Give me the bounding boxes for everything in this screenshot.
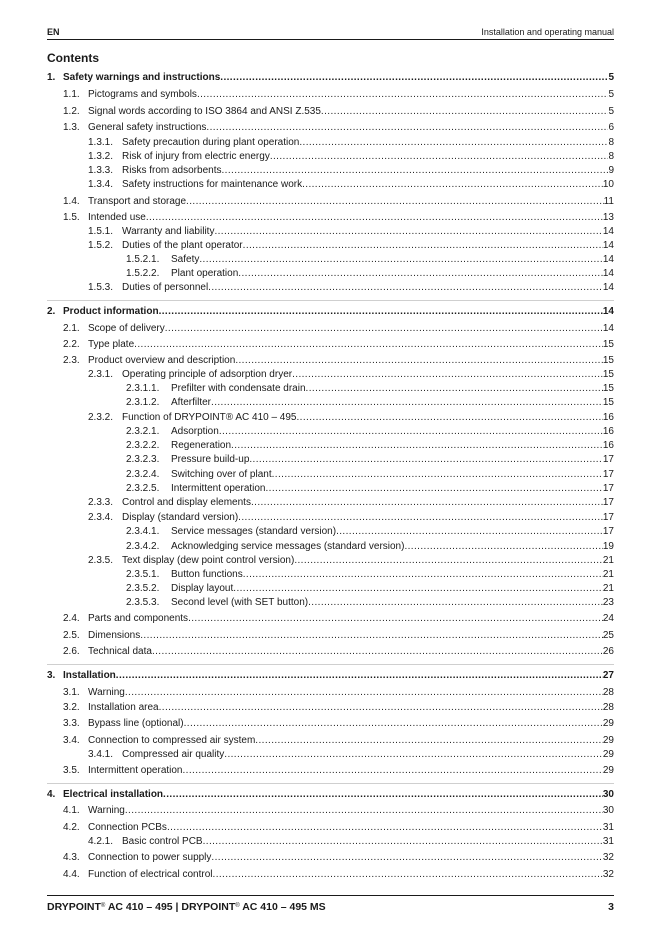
dot-leader (231, 439, 603, 453)
toc-entry-title: Plant operation (171, 268, 239, 279)
toc-entry-page: 17 (602, 512, 614, 523)
dot-leader (146, 211, 603, 225)
toc-entry-page: 23 (602, 597, 614, 608)
toc-entry[interactable] (63, 195, 614, 209)
toc-entry-title: Control and display elements (122, 497, 251, 508)
toc-entry[interactable] (63, 868, 614, 882)
toc-entry-title: Installation area (88, 702, 159, 713)
dot-leader (308, 596, 603, 610)
dot-leader (299, 136, 608, 150)
toc-entry[interactable] (126, 582, 614, 596)
toc-entry[interactable] (88, 178, 614, 192)
toc-entry-title: Transport and storage (88, 196, 187, 207)
toc-entry-title: Duties of the plant operator (122, 240, 243, 251)
toc-entry[interactable] (63, 88, 614, 102)
dot-leader (188, 612, 603, 626)
toc-entry-title: Safety precaution during plant operation (122, 137, 300, 148)
toc-entry[interactable] (88, 281, 614, 295)
toc-entry-number: 1.5. (63, 212, 80, 223)
toc-entry-page: 15 (602, 383, 614, 394)
toc-entry[interactable] (63, 612, 614, 626)
toc-entry-number: 2.6. (63, 646, 80, 657)
toc-entry-number: 2.3.5.1. (126, 569, 160, 580)
toc-entry[interactable] (126, 439, 614, 453)
toc-entry-number: 2.3.2. (88, 412, 114, 423)
toc-entry[interactable] (63, 322, 614, 336)
dot-leader (125, 804, 603, 818)
toc-entry[interactable] (126, 540, 614, 554)
toc-entry-title: Signal words according to ISO 3864 and ANSI Z.535 (88, 106, 321, 117)
dot-leader (206, 121, 608, 135)
toc-entry-title: Intermittent operation (88, 765, 183, 776)
toc-entry-number: 2.3.2.5. (126, 483, 160, 494)
toc-entry-title: Risk of injury from electric energy (122, 151, 270, 162)
section-divider (47, 783, 614, 784)
toc-entry-title: Intermittent operation (171, 483, 266, 494)
toc-entry-title: Warranty and liability (122, 226, 215, 237)
toc-entry-page: 14 (602, 226, 614, 237)
dot-leader (197, 88, 609, 102)
dot-leader (233, 582, 603, 596)
toc-entry-number: 1.4. (63, 196, 80, 207)
toc-entry[interactable] (63, 717, 614, 731)
toc-entry-title: Regeneration (171, 440, 232, 451)
toc-entry-page: 14 (602, 282, 614, 293)
dot-leader (266, 482, 603, 496)
page-header (47, 26, 614, 40)
toc-entry-title: Afterfilter (171, 397, 212, 408)
toc-entry-number: 4. (47, 789, 56, 800)
toc-entry-title: Warning (88, 687, 125, 698)
toc-entry-title: Connection to compressed air system (88, 735, 256, 746)
toc-entry-title: Parts and components (88, 613, 189, 624)
toc-entry-number: 2.3.2.1. (126, 426, 160, 437)
toc-entry[interactable] (88, 835, 614, 849)
toc-entry-number: 4.4. (63, 869, 80, 880)
toc-entry[interactable] (88, 239, 614, 253)
dot-leader (238, 267, 603, 281)
toc-entry-page: 14 (602, 306, 614, 317)
toc-entry[interactable] (126, 453, 614, 467)
dot-leader (159, 701, 603, 715)
toc-entry-title: Product overview and description (88, 355, 236, 366)
toc-entry-number: 2.3.2.3. (126, 454, 160, 465)
toc-entry[interactable] (126, 425, 614, 439)
toc-entry-title: General safety instructions (88, 122, 207, 133)
dot-leader (243, 568, 603, 582)
page-footer (47, 895, 614, 913)
toc-entry-number: 2.2. (63, 339, 80, 350)
toc-entry[interactable] (63, 629, 614, 643)
toc-entry[interactable] (63, 338, 614, 352)
dot-leader (183, 764, 603, 778)
toc-entry[interactable] (126, 568, 614, 582)
toc-entry-number: 3.5. (63, 765, 80, 776)
page-number: 3 (608, 901, 614, 913)
toc-entry-page: 21 (602, 555, 614, 566)
toc-entry-page: 15 (602, 339, 614, 350)
toc-entry[interactable] (47, 669, 614, 683)
toc-entry-title: Adsorption (171, 426, 219, 437)
toc-entry-number: 1.5.3. (88, 282, 114, 293)
toc-entry-number: 2.3.2.2. (126, 440, 160, 451)
toc-entry-page: 21 (602, 569, 614, 580)
toc-entry-title: Function of DRYPOINT® AC 410 – 495 (122, 412, 297, 423)
toc-entry-title: Safety (171, 254, 200, 265)
toc-entry-number: 1.2. (63, 106, 80, 117)
toc-entry[interactable] (63, 354, 614, 368)
toc-entry-page: 19 (602, 541, 614, 552)
toc-entry-page: 28 (602, 702, 614, 713)
toc-entry-page: 8 (608, 137, 614, 148)
dot-leader (152, 645, 603, 659)
toc-entry-title: Text display (dew point control version) (122, 555, 295, 566)
toc-entry-number: 4.3. (63, 852, 80, 863)
toc-entry-title: Safety instructions for maintenance work (122, 179, 303, 190)
toc-entry-number: 1.3. (63, 122, 80, 133)
dot-leader (214, 225, 602, 239)
toc-entry-number: 2.3.5.2. (126, 583, 160, 594)
toc-entry-number: 2.4. (63, 613, 80, 624)
dot-leader (404, 540, 602, 554)
dot-leader (116, 669, 603, 683)
toc-entry[interactable] (63, 764, 614, 778)
dot-leader (125, 686, 603, 700)
contents-heading: Contents (47, 51, 99, 65)
toc-entry-page: 5 (608, 72, 614, 83)
toc-entry-title: Intended use (88, 212, 146, 223)
toc-entry-page: 25 (602, 630, 614, 641)
toc-entry-number: 1.5.2.1. (126, 254, 160, 265)
dot-leader (134, 338, 603, 352)
toc-entry-page: 10 (602, 179, 614, 190)
toc-entry-title: Safety warnings and instructions (63, 72, 221, 83)
dot-leader (221, 164, 608, 178)
dot-leader (255, 734, 603, 748)
toc-entry[interactable] (47, 305, 614, 319)
toc-entry-title: Bypass line (optional) (88, 718, 184, 729)
toc-entry-title: Prefilter with condensate drain (171, 383, 306, 394)
toc-entry[interactable] (63, 121, 614, 135)
toc-entry-number: 1. (47, 72, 56, 83)
toc-entry[interactable] (63, 821, 614, 835)
dot-leader (167, 821, 603, 835)
toc-entry-title: Warning (88, 805, 125, 816)
dot-leader (235, 354, 603, 368)
toc-entry-page: 9 (608, 165, 614, 176)
toc-entry-number: 2.3.5. (88, 555, 114, 566)
dot-leader (159, 305, 603, 319)
toc-entry-page: 16 (602, 440, 614, 451)
toc-entry-number: 4.1. (63, 805, 80, 816)
dot-leader (272, 468, 603, 482)
toc-entry-page: 17 (602, 454, 614, 465)
toc-entry-title: Product information (63, 306, 159, 317)
toc-entry-number: 2. (47, 306, 56, 317)
toc-entry-title: Button functions (171, 569, 243, 580)
toc-entry-page: 15 (602, 369, 614, 380)
toc-entry-title: Risks from adsorbents (122, 165, 222, 176)
dot-leader (208, 281, 603, 295)
toc-entry-title: Pressure build-up (171, 454, 250, 465)
language-code: EN (47, 27, 60, 37)
toc-entry-title: Duties of personnel (122, 282, 209, 293)
toc-entry[interactable] (63, 686, 614, 700)
toc-entry-title: Service messages (standard version) (171, 526, 337, 537)
toc-entry-number: 1.1. (63, 89, 80, 100)
toc-entry-page: 16 (602, 426, 614, 437)
toc-entry-page: 14 (602, 240, 614, 251)
toc-entry-title: Second level (with SET button) (171, 597, 309, 608)
toc-entry[interactable] (63, 211, 614, 225)
toc-entry[interactable] (126, 468, 614, 482)
toc-entry-page: 30 (602, 805, 614, 816)
toc-entry[interactable] (63, 734, 614, 748)
toc-entry-page: 32 (602, 869, 614, 880)
toc-entry[interactable] (63, 804, 614, 818)
manual-title: Installation and operating manual (481, 27, 614, 37)
toc-entry-page: 14 (602, 268, 614, 279)
toc-entry-title: Display (standard version) (122, 512, 239, 523)
toc-entry[interactable] (63, 645, 614, 659)
toc-entry-number: 2.5. (63, 630, 80, 641)
toc-entry[interactable] (88, 164, 614, 178)
toc-entry-page: 29 (602, 749, 614, 760)
dot-leader (163, 788, 603, 802)
toc-entry-page: 6 (608, 122, 614, 133)
toc-entry-number: 2.3. (63, 355, 80, 366)
toc-entry-page: 14 (602, 254, 614, 265)
section-divider (47, 300, 614, 301)
toc-entry-page: 17 (602, 526, 614, 537)
dot-leader (224, 748, 603, 762)
toc-entry[interactable] (88, 496, 614, 510)
toc-entry[interactable] (88, 368, 614, 382)
toc-entry-number: 2.3.4. (88, 512, 114, 523)
section-divider (47, 664, 614, 665)
dot-leader (294, 554, 603, 568)
toc-entry-number: 1.3.2. (88, 151, 114, 162)
toc-entry-number: 4.2.1. (88, 836, 114, 847)
toc-entry-page: 11 (603, 196, 614, 207)
dot-leader (165, 322, 603, 336)
toc-entry-number: 2.3.3. (88, 497, 114, 508)
toc-entry-number: 3.4.1. (88, 749, 114, 760)
toc-entry-page: 15 (602, 397, 614, 408)
toc-entry-title: Connection PCBs (88, 822, 167, 833)
toc-entry-title: Compressed air quality (122, 749, 225, 760)
dot-leader (336, 525, 603, 539)
toc-entry[interactable] (126, 267, 614, 281)
toc-entry[interactable] (88, 411, 614, 425)
toc-entry-title: Switching over of plant (171, 469, 272, 480)
toc-entry-page: 29 (602, 718, 614, 729)
toc-entry[interactable] (47, 71, 614, 85)
toc-entry[interactable] (88, 748, 614, 762)
toc-entry-title: Dimensions (88, 630, 141, 641)
toc-entry-page: 16 (602, 412, 614, 423)
toc-entry-title: Display layout (171, 583, 234, 594)
toc-entry-number: 1.5.2. (88, 240, 114, 251)
toc-entry[interactable] (63, 701, 614, 715)
toc-entry[interactable] (88, 511, 614, 525)
dot-leader (243, 239, 603, 253)
toc-entry-number: 3.3. (63, 718, 80, 729)
toc-entry-number: 2.3.4.1. (126, 526, 160, 537)
dot-leader (219, 425, 603, 439)
toc-entry-page: 31 (602, 836, 614, 847)
dot-leader (220, 71, 608, 85)
toc-entry-page: 14 (602, 323, 614, 334)
dot-leader (302, 178, 603, 192)
dot-leader (249, 453, 603, 467)
toc-entry-page: 17 (602, 497, 614, 508)
toc-entry-page: 21 (602, 583, 614, 594)
toc-entry-title: Connection to power supply (88, 852, 212, 863)
toc-entry[interactable] (126, 253, 614, 267)
toc-entry-title: Basic control PCB (122, 836, 203, 847)
toc-entry[interactable] (88, 136, 614, 150)
toc-entry-page: 8 (608, 151, 614, 162)
toc-entry[interactable] (63, 105, 614, 119)
dot-leader (238, 511, 603, 525)
dot-leader (321, 105, 609, 119)
toc-entry-page: 30 (602, 789, 614, 800)
toc-entry-number: 1.3.4. (88, 179, 114, 190)
toc-entry-number: 3.4. (63, 735, 80, 746)
toc-entry-number: 3.2. (63, 702, 80, 713)
toc-entry-page: 29 (602, 735, 614, 746)
toc-entry-title: Function of electrical control (88, 869, 213, 880)
toc-entry-page: 24 (602, 613, 614, 624)
toc-entry-page: 17 (602, 483, 614, 494)
dot-leader (306, 382, 603, 396)
toc-entry[interactable] (126, 596, 614, 610)
dot-leader (199, 253, 603, 267)
dot-leader (213, 868, 603, 882)
dot-leader (251, 496, 603, 510)
dot-leader (184, 717, 603, 731)
toc-entry[interactable] (88, 554, 614, 568)
dot-leader (140, 629, 603, 643)
toc-entry[interactable] (88, 150, 614, 164)
toc-entry-page: 32 (602, 852, 614, 863)
toc-entry-title: Type plate (88, 339, 135, 350)
toc-entry-number: 2.3.1. (88, 369, 114, 380)
toc-entry-number: 2.3.5.3. (126, 597, 160, 608)
dot-leader (211, 396, 603, 410)
toc-entry-number: 2.1. (63, 323, 80, 334)
toc-entry[interactable] (88, 225, 614, 239)
toc-entry[interactable] (126, 482, 614, 496)
toc-entry-page: 27 (602, 670, 614, 681)
toc-entry-number: 1.5.1. (88, 226, 114, 237)
toc-entry-page: 5 (608, 106, 614, 117)
toc-entry-number: 1.5.2.2. (126, 268, 160, 279)
toc-entry-number: 2.3.2.4. (126, 469, 160, 480)
toc-entry-number: 3. (47, 670, 56, 681)
toc-entry-number: 2.3.1.1. (126, 383, 160, 394)
toc-entry-page: 26 (602, 646, 614, 657)
toc-entry-page: 29 (602, 765, 614, 776)
dot-leader (292, 368, 603, 382)
toc-entry-number: 3.1. (63, 687, 80, 698)
toc-entry[interactable] (126, 382, 614, 396)
toc-entry-number: 2.3.1.2. (126, 397, 160, 408)
dot-leader (297, 411, 603, 425)
toc-entry[interactable] (126, 525, 614, 539)
toc-entry-title: Acknowledging service messages (standard version) (171, 541, 405, 552)
toc-entry-title: Operating principle of adsorption dryer (122, 369, 293, 380)
dot-leader (270, 150, 609, 164)
toc-entry-title: Installation (63, 670, 116, 681)
toc-entry[interactable] (63, 851, 614, 865)
toc-entry[interactable] (47, 788, 614, 802)
toc-entry-number: 1.3.3. (88, 165, 114, 176)
dot-leader (186, 195, 604, 209)
toc-entry-page: 17 (602, 469, 614, 480)
toc-entry-number: 4.2. (63, 822, 80, 833)
toc-entry-number: 2.3.4.2. (126, 541, 160, 552)
toc-entry-title: Electrical installation (63, 789, 164, 800)
toc-entry-page: 15 (602, 355, 614, 366)
toc-entry-number: 1.3.1. (88, 137, 114, 148)
dot-leader (203, 835, 603, 849)
toc-entry-page: 31 (602, 822, 614, 833)
toc-entry-page: 5 (608, 89, 614, 100)
toc-entry-title: Pictograms and symbols (88, 89, 197, 100)
toc-entry-page: 13 (602, 212, 614, 223)
toc-entry-title: Technical data (88, 646, 152, 657)
toc-entry-title: Scope of delivery (88, 323, 165, 334)
footer-product-name: DRYPOINT® AC 410 – 495 | DRYPOINT® AC 410 – 495 MS (47, 901, 326, 913)
dot-leader (211, 851, 602, 865)
toc-entry[interactable] (126, 396, 614, 410)
toc-entry-page: 28 (602, 687, 614, 698)
